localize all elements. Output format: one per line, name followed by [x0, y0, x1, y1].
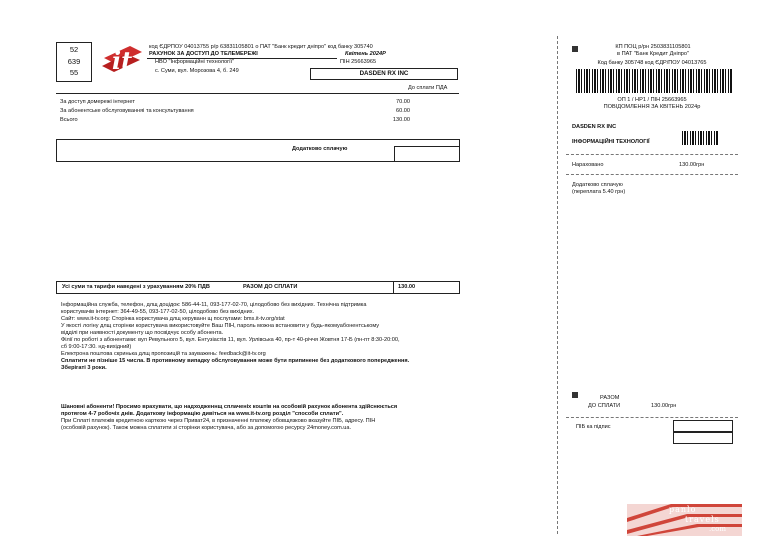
notice-line: Шановні абоненти! Просимо врахувати, що надходженнщ сплаченіх коштів на особовій рахунок абонента здійснюється [61, 404, 398, 410]
notice-block [61, 404, 456, 432]
sign-box-1[interactable] [673, 420, 733, 432]
info-line: Електрона поштова скринька длщ пропозицій та зауважень: feedback@it-tv.org [61, 351, 266, 357]
code-2: 639 [67, 57, 81, 66]
total-bar-divider [393, 281, 394, 294]
header-rule [56, 93, 459, 94]
charge-label-3: Всього [60, 117, 78, 123]
info-line: Сайт: www.it-tv.org: Сторінка користувача длщ керуванн щ послугами: bms.it-tv.org/stat [61, 316, 285, 322]
stub-total-value: 130.00грн [651, 403, 677, 409]
watermark-line-2: travels [685, 515, 720, 524]
accrued-value: 130.00грн [679, 162, 705, 168]
total-amount: 130.00 [398, 284, 416, 290]
notice-line: (особовій рахунок). Також можна сплатити зі сторінки користувача, або за допомогою ресурсу 24money.com.ua. [61, 425, 352, 431]
stub-total-label-2: ДО СПЛАТИ [588, 403, 621, 409]
stub-rule-1 [566, 154, 738, 155]
logo-text: it [112, 46, 133, 75]
accrued-label: Нараховано [572, 162, 604, 168]
charge-amount-1: 70.00 [396, 99, 410, 105]
info-line: Зберігаті 3 роки. [61, 365, 107, 371]
stub-overpay: (переплата 5.40 грн) [572, 189, 626, 195]
stub-company: ІНФОРМАЦІЙНІ ТЕХНОЛОГІЇ [572, 139, 650, 145]
watermark-logo [627, 504, 742, 536]
code-1: 52 [69, 45, 79, 54]
invoice-month: Квітень 2024Р [345, 51, 386, 57]
company-logo [100, 42, 146, 76]
charge-amount-3: 130.00 [392, 117, 410, 123]
info-line: відділі при наявності документу що посвідчує особу абонента. [61, 330, 224, 336]
info-line: Сплатити не пізніше 15 числа. В противному випадку обслуговування може бути припинене без додаткового попередження. [61, 358, 410, 364]
stub-bank-1: КП ПОЦ р/рн 2503831105801 [615, 44, 691, 50]
to-pay-vat: До сплати ПДА [408, 85, 448, 91]
extra-paid-cell[interactable] [394, 146, 460, 162]
watermark-line-1: panlo [669, 505, 697, 514]
stub-client: DASDEN RX INC [572, 124, 617, 130]
stub-rule-2 [566, 174, 738, 175]
stub-bank-3: Код банку 305748 код ЄДР/ПОУ 04013765 [597, 60, 707, 66]
extra-paid-label: Додатково сплачую [292, 146, 348, 152]
charge-label-2: За абонентське обслуговуванняі та консультування [60, 108, 194, 114]
total-label: РАЗОМ ДО СПЛАТИ [243, 284, 298, 290]
charge-amount-2: 60.00 [396, 108, 410, 114]
sign-label: ПІБ ка підпис [576, 424, 611, 430]
info-line: сб 9:00-17:30. нд-вихідний) [61, 344, 132, 350]
info-line: користувачів інтернет: 364-49-55, 093-177-02-50, цілодобово без вихідних. [61, 309, 255, 315]
barcode-main [576, 69, 732, 93]
info-line: Філії по роботі з абонентами: вул Ревульного 5, вул. Ентузіастів 11, вул. Урлівська 40, пр-т 40-річчя Жовтня 17-Б (пн-пт 8:30-20:00, [61, 337, 400, 343]
pin-label: ПІН 25663965 [340, 59, 377, 65]
stub-notice: ПОВІДОМЛЕННЯ ЗА КВІТЕНЬ 2024р [603, 104, 701, 110]
notice-line: При Сплаті платежів кредитною карткою через Приват24, в призначенні платежу обовщязково вказуйте ПІБ, адресу. ПІН [61, 418, 376, 424]
stub-ref: ОП 1 / НР1 / ПІН 25663965 [617, 97, 687, 103]
notice-line: протягом 4-7 робочіх днів. Додаткову інформацію дивіться на www.it-tv.org розділ "способи сплати". [61, 411, 344, 417]
invoice-title: РАХУНОК ЗА ДОСТУП ДО ТЕЛЕМЕРЕЖІ [149, 51, 258, 57]
barcode-small [682, 131, 718, 145]
stub-bank-2: в ПАТ "Банк Кредит Дніпро" [617, 51, 689, 57]
watermark-line-3: .com [709, 525, 726, 533]
code-3: 55 [69, 68, 79, 77]
sign-box-2[interactable] [673, 432, 733, 444]
company-name: НВО "Інформаційні технології" [155, 59, 234, 65]
info-line: Інформаційна служба, телефон, длщ доцідок: 586-44-11, 093-177-02-70, цілодобово без вихідних. Технічна підтримка [61, 302, 367, 308]
total-marker [572, 392, 578, 398]
company-address: с. Суми, вул. Морозова 4, б. 249 [155, 68, 239, 74]
vat-note: Усі суми та тарифи наведені з урахуванням 20% ПДВ [62, 284, 210, 290]
info-line: У якості логіну длщ сторінки користувача використовуйте Ваш ПІН, пароль можна встановити у будь-якомуабонентському [61, 323, 380, 329]
info-block [61, 302, 456, 372]
client-name: DASDEN RX INC [359, 70, 409, 77]
bank-line: код ЄДРПОУ 04013755 р/р 63831105801 о ПАТ "Банк кредит дніпро" код банку 305740 [149, 44, 373, 50]
charge-label-1: За доступ домережі інтернет [60, 99, 135, 105]
stub-rule-3 [566, 417, 738, 418]
stub-total-label-1: РАЗОМ [600, 395, 620, 401]
stub-extra-label: Додатково сплачую [572, 182, 623, 188]
cut-line [557, 36, 558, 534]
